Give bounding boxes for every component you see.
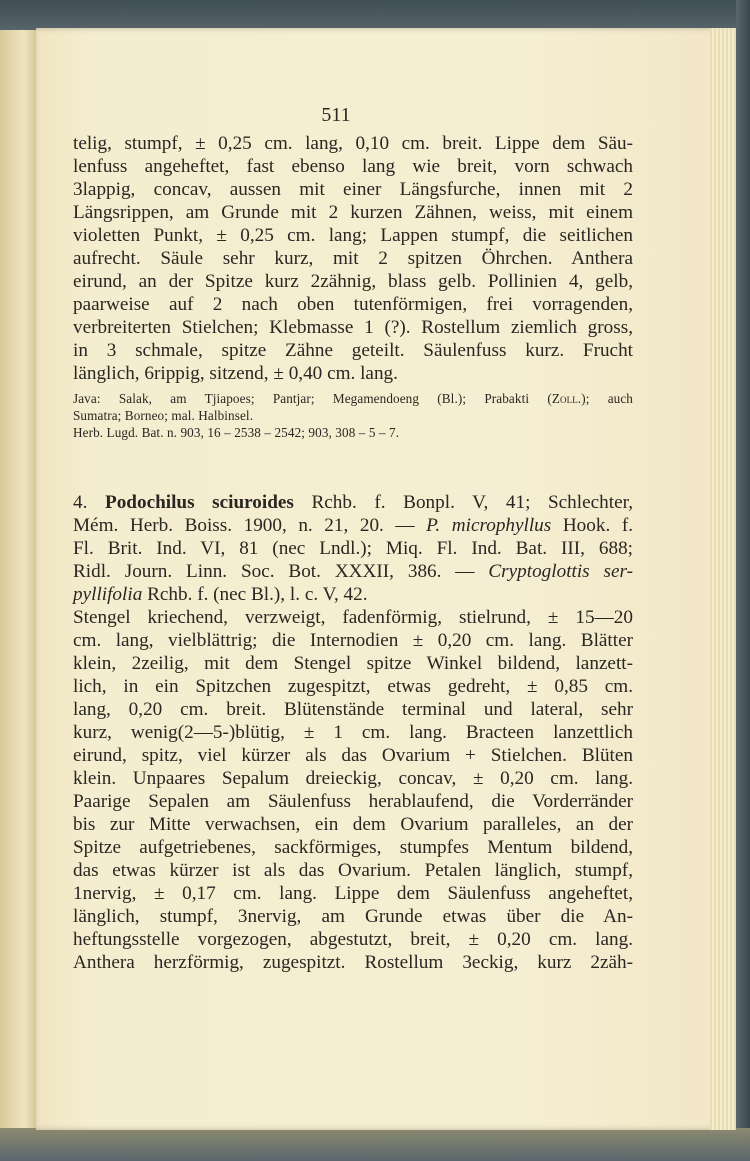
text-line: violetten Punkt, ± 0,25 cm. lang; Lappen stumpf, die seitlichen <box>73 225 633 246</box>
text-line: klein. Unpaares Sepalum dreieckig, concav, ± 0,20 cm. lang. <box>73 768 633 789</box>
text-line: heftungsstelle vorgezogen, abgestutzt, breit, ± 0,20 cm. lang. <box>73 929 633 950</box>
text-line: verbreiterten Stielchen; Klebmasse 1 (?). Rostellum ziemlich gross, <box>73 317 633 338</box>
citation-text: Rchb. f. (nec Bl.), l. c. V, 42. <box>142 584 368 605</box>
species-number: 4. <box>73 492 88 513</box>
page-body <box>73 132 633 974</box>
distribution-line <box>73 390 633 407</box>
text-line: eirund, an der Spitze kurz 2zähnig, blass gelb. Pollinien 4, gelb, <box>73 271 633 292</box>
text-line: in 3 schmale, spitze Zähne geteilt. Säulenfuss kurz. Frucht <box>73 340 633 361</box>
species-heading <box>73 491 633 606</box>
distribution-text: Java: Salak, am Tjiapoes; Pantjar; Megamendoeng (Bl.); Prabakti ( <box>73 391 552 406</box>
text-line: Längsrippen, am Grunde mit 2 kurzen Zähnen, weiss, mit einem <box>73 202 633 223</box>
text-line: klein, 2zeilig, mit dem Stengel spitze Winkel bildend, lanzett- <box>73 653 633 674</box>
text-line: 1nervig, ± 0,17 cm. lang. Lippe dem Säulenfuss angeheftet, <box>73 883 633 904</box>
text-line: lenfuss angeheftet, fast ebenso lang wie breit, vorn schwach <box>73 156 633 177</box>
species-line <box>73 583 633 606</box>
text-line: telig, stumpf, ± 0,25 cm. lang, 0,10 cm. breit. Lippe dem Säu- <box>73 133 633 154</box>
citation-text: Ridl. Journ. Linn. Soc. Bot. XXXII, 386. — <box>73 561 489 582</box>
text-line: aufrecht. Säule sehr kurz, mit 2 spitzen Öhrchen. Anthera <box>73 248 633 269</box>
text-line: eirund, spitz, viel kürzer als das Ovarium + Stielchen. Blüten <box>73 745 633 766</box>
text-line: lich, in ein Spitzchen zugespitzt, etwas gedreht, ± 0,85 cm. <box>73 676 633 697</box>
text-line: lang, 0,20 cm. breit. Blütenstände terminal und lateral, sehr <box>73 699 633 720</box>
book-binding-right <box>736 0 750 1161</box>
text-line: bis zur Mitte verwachsen, ein dem Ovarium paralleles, an der <box>73 814 633 835</box>
synonym-name: pyllifolia <box>73 584 143 605</box>
citation-text: Hook. f. <box>551 515 634 536</box>
text-line: Paarige Sepalen am Säulenfuss herablaufend, die Vorderränder <box>73 791 633 812</box>
page-stack-edge <box>710 28 736 1130</box>
species-line <box>73 491 633 514</box>
text-line: länglich, stumpf, 3nervig, am Grunde etwas über die An- <box>73 906 633 927</box>
description-paragraph-1 <box>73 132 633 385</box>
book-bottom-edge <box>0 1128 750 1161</box>
text-line: kurz, wenig(2—5-)blütig, ± 1 cm. lang. Bracteen lanzettlich <box>73 722 633 743</box>
text-line: Stengel kriechend, verzweigt, fadenförmig, stielrund, ± 15—20 <box>73 607 633 628</box>
text-line: Anthera herzförmig, zugespitzt. Rostellum 3eckig, kurz 2zäh- <box>73 952 633 973</box>
distribution-note <box>73 390 633 441</box>
citation-text: Mém. Herb. Boiss. 1900, n. 21, 20. — <box>73 515 427 536</box>
book-page <box>36 28 736 1130</box>
synonym-name: Cryptoglottis ser- <box>488 561 633 582</box>
text-line: das etwas kürzer ist als das Ovarium. Petalen länglich, stumpf, <box>73 860 633 881</box>
previous-page-edge <box>0 30 40 1135</box>
distribution-text: ); auch <box>581 391 634 406</box>
collector-name: Zoll. <box>551 391 582 406</box>
text-line: paarweise auf 2 nach oben tutenförmigen, frei vorragenden, <box>73 294 633 315</box>
species-line <box>73 560 633 583</box>
text-line: länglich, 6rippig, sitzend, ± 0,40 cm. lang. <box>73 363 398 384</box>
text-line: 3lappig, concav, aussen mit einer Längsfurche, innen mit 2 <box>73 179 633 200</box>
page-number: 511 <box>321 104 351 126</box>
synonym-name: P. microphyllus <box>426 515 552 536</box>
herbarium-line: Herb. Lugd. Bat. n. 903, 16 – 2538 – 2542; 903, 308 – 5 – 7. <box>73 425 400 440</box>
species-name: Podochilus sciuroides <box>104 492 294 513</box>
species-line: Fl. Brit. Ind. VI, 81 (nec Lndl.); Miq. Fl. Ind. Bat. III, 688; <box>73 538 633 559</box>
text-line: Spitze aufgetriebenes, sackförmiges, stumpfes Mentum bildend, <box>73 837 633 858</box>
text-line: cm. lang, vielblättrig; die Internodien ± 0,20 cm. lang. Blätter <box>73 630 633 651</box>
species-citation: Rchb. f. Bonpl. V, 41; Schlechter, <box>293 492 633 513</box>
distribution-line: Sumatra; Borneo; mal. Halbinsel. <box>73 408 254 423</box>
species-line <box>73 514 633 537</box>
description-paragraph-2 <box>73 606 633 974</box>
